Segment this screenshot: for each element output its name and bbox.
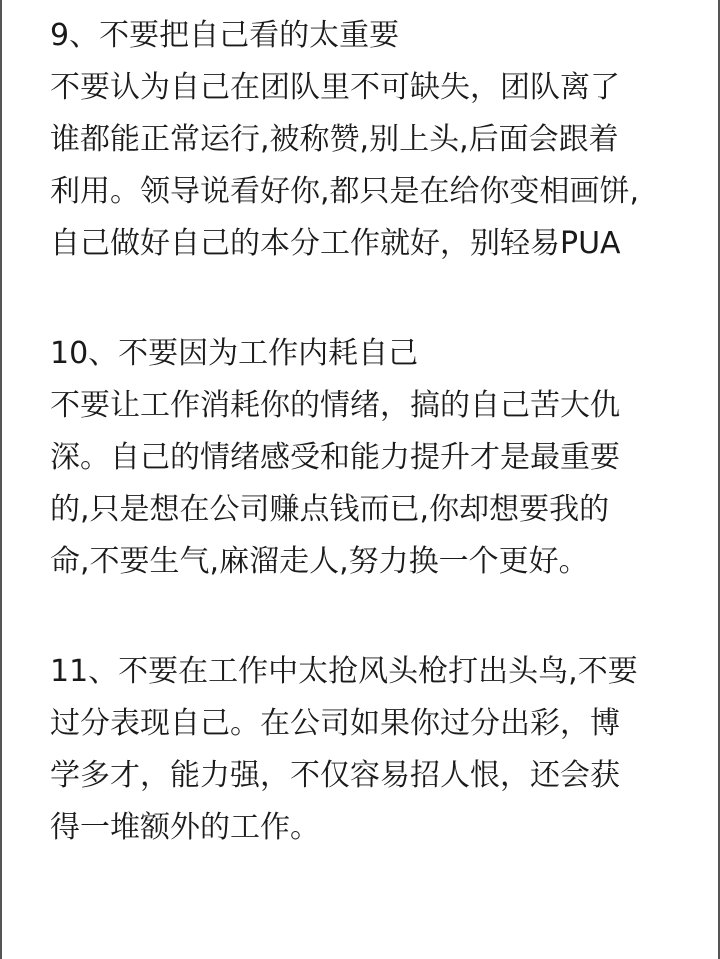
paragraph-line: 深。自己的情绪感受和能力提升才是最重要 [50, 440, 620, 475]
section-heading: 10、不要因为工作内耗自己 [50, 336, 419, 371]
section-spacer [50, 588, 710, 646]
article-body [50, 10, 710, 854]
section-10 [50, 328, 710, 588]
paragraph-line: 利用。领导说看好你,都只是在给你变相画饼, [50, 174, 640, 209]
paragraph-line: 自己做好自己的本分工作就好，别轻易PUA [50, 226, 621, 261]
paragraph-line: 命,不要生气,麻溜走人,努力换一个更好。 [50, 544, 589, 579]
paragraph-line: 谁都能正常运行,被称赞,别上头,后面会跟着 [50, 122, 619, 157]
paragraph-line: 不要让工作消耗你的情绪，搞的自己苦大仇 [50, 388, 620, 423]
paragraph-line: 的,只是想在公司赚点钱而已,你却想要我的 [50, 492, 610, 527]
paragraph-line: 学多才，能力强，不仅容易招人恨，还会获 [50, 758, 620, 793]
paragraph-line: 过分表现自己。在公司如果你过分出彩，博 [50, 706, 620, 741]
paragraph-line: 不要认为自己在团队里不可缺失，团队离了 [50, 70, 620, 105]
section-11 [50, 646, 710, 854]
section-spacer [50, 270, 710, 328]
section-heading: 11、不要在工作中太抢风头枪打出头鸟,不要 [50, 654, 638, 689]
paragraph-line: 得一堆额外的工作。 [50, 810, 320, 845]
section-heading: 9、不要把自己看的太重要 [50, 18, 400, 53]
section-9 [50, 10, 710, 270]
